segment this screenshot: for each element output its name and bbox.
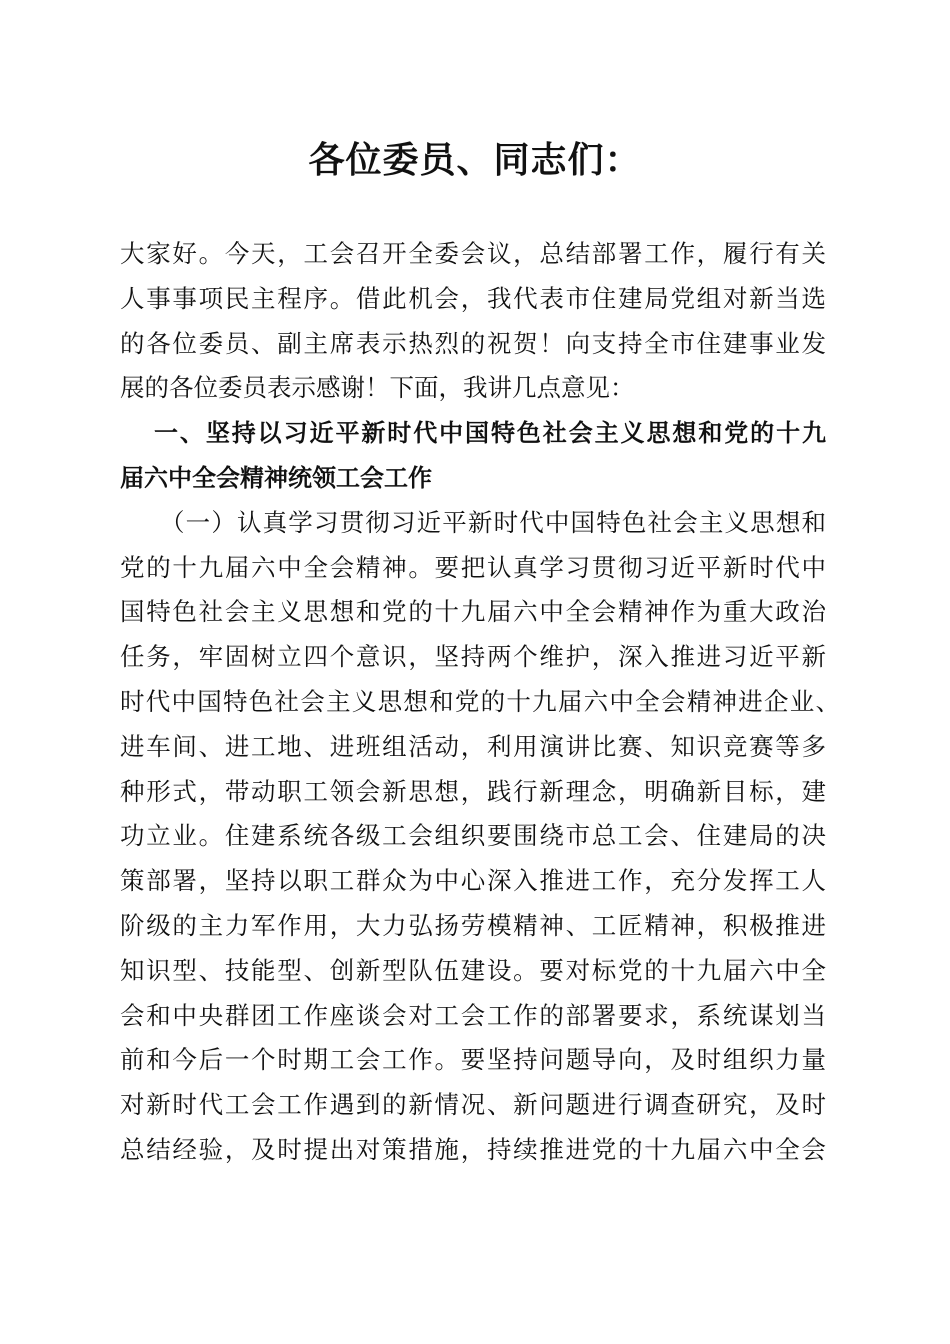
text-line: 人事事项民主程序。借此机会，我代表市住建局党组对新当选 <box>120 283 826 313</box>
text-line: 时代中国特色社会主义思想和党的十九届六中全会精神进企业、 <box>120 686 840 716</box>
text-line: 任务，牢固树立四个意识，坚持两个维护，深入推进习近平新 <box>120 642 826 672</box>
heading-line: 届六中全会精神统领工会工作 <box>120 463 432 492</box>
text-line: 会和中央群团工作座谈会对工会工作的部署要求，系统谋划当 <box>120 1000 826 1030</box>
text-line: 展的各位委员表示感谢！下面，我讲几点意见： <box>120 373 635 403</box>
heading-line: 一、坚持以习近平新时代中国特色社会主义思想和党的十九 <box>154 419 826 448</box>
text-line: 阶级的主力军作用，大力弘扬劳模精神、工匠精神，积极推进 <box>120 910 826 940</box>
text-line: （一）认真学习贯彻习近平新时代中国特色社会主义思想和 <box>160 507 826 537</box>
text-line: 总结经验，及时提出对策措施，持续推进党的十九届六中全会 <box>120 1134 826 1164</box>
text-line: 的各位委员、副主席表示热烈的祝贺！向支持全市住建事业发 <box>120 328 826 358</box>
text-line: 策部署，坚持以职工群众为中心深入推进工作，充分发挥工人 <box>120 866 826 896</box>
text-line: 种形式，带动职工领会新思想，践行新理念，明确新目标，建 <box>120 776 826 806</box>
text-line: 进车间、进工地、进班组活动，利用演讲比赛、知识竞赛等多 <box>120 731 826 761</box>
intro-paragraph <box>120 232 826 411</box>
text-line: 党的十九届六中全会精神。要把认真学习贯彻习近平新时代中 <box>120 552 826 582</box>
text-line: 知识型、技能型、创新型队伍建设。要对标党的十九届六中全 <box>120 955 826 985</box>
text-line: 国特色社会主义思想和党的十九届六中全会精神作为重大政治 <box>120 597 826 627</box>
text-line: 对新时代工会工作遇到的新情况、新问题进行调查研究，及时 <box>120 1090 826 1120</box>
document-title: 各位委员、同志们： <box>308 139 642 181</box>
text-line: 功立业。住建系统各级工会组织要围绕市总工会、住建局的决 <box>120 821 826 851</box>
subsection-paragraph <box>120 501 840 1173</box>
text-line: 前和今后一个时期工会工作。要坚持问题导向，及时组织力量 <box>120 1045 826 1075</box>
document-body <box>120 232 840 1173</box>
section-heading <box>120 411 826 501</box>
text-line: 大家好。今天，工会召开全委会议，总结部署工作，履行有关 <box>120 239 826 268</box>
